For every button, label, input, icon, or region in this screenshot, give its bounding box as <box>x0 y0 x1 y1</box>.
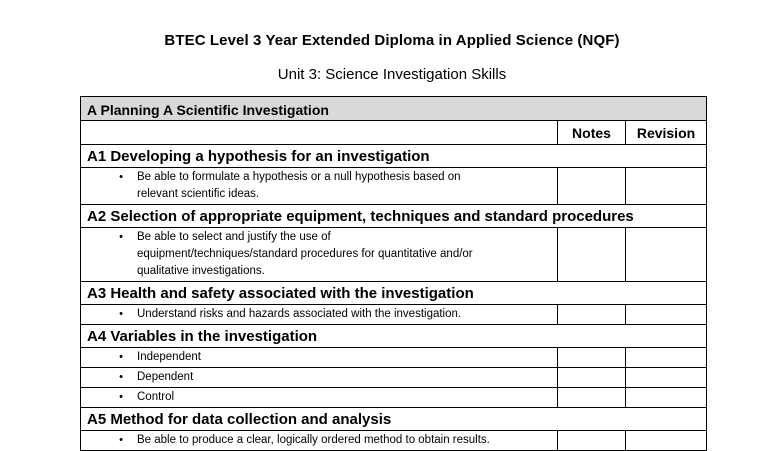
notes-cell[interactable] <box>558 305 626 325</box>
revision-cell[interactable] <box>626 305 707 325</box>
checklist-item-row <box>81 388 707 408</box>
revision-cell[interactable] <box>626 228 707 282</box>
subsection-title: A4 Variables in the investigation <box>81 325 707 348</box>
checklist-item <box>81 305 558 325</box>
checklist-item-line: Understand risks and hazards associated with the investigation. <box>137 308 462 320</box>
revision-cell[interactable] <box>626 168 707 205</box>
checklist-item-line: equipment/techniques/standard procedures for quantitative and/or <box>137 248 473 260</box>
document-subtitle: Unit 3: Science Investigation Skills <box>277 66 507 83</box>
checklist-item-line: Be able to formulate a hypothesis or a null hypothesis based on <box>137 171 461 183</box>
checklist-item-text <box>137 229 551 280</box>
revision-cell[interactable] <box>626 348 707 368</box>
notes-cell[interactable] <box>558 168 626 205</box>
subsection-title: A1 Developing a hypothesis for an investigation <box>81 145 707 168</box>
bullet-icon: • <box>119 171 123 183</box>
checklist-item-line: Independent <box>137 351 201 363</box>
checklist-item <box>81 368 558 388</box>
checklist-item-text <box>137 306 551 323</box>
subsection-title: A3 Health and safety associated with the investigation <box>81 282 707 305</box>
column-header-blank <box>81 121 558 145</box>
checklist-item-line: Control <box>137 391 175 403</box>
checklist-item-line: relevant scientific ideas. <box>137 188 260 200</box>
subsection-header-row <box>81 145 707 168</box>
notes-cell[interactable] <box>558 368 626 388</box>
checklist-item-line: Dependent <box>137 371 194 383</box>
revision-cell[interactable] <box>626 368 707 388</box>
notes-cell[interactable] <box>558 348 626 368</box>
subsection-header-row <box>81 282 707 305</box>
checklist-item <box>81 388 558 408</box>
section-header-row <box>81 97 707 121</box>
checklist-item-text <box>137 389 551 406</box>
bullet-icon: • <box>119 308 123 320</box>
subsection-header-row <box>81 408 707 431</box>
checklist-item-line: qualitative investigations. <box>137 265 265 277</box>
subsection-title: A5 Method for data collection and analysis <box>81 408 707 431</box>
subsection-header-row <box>81 325 707 348</box>
bullet-icon: • <box>119 371 123 383</box>
checklist-item <box>81 348 558 368</box>
section-title: A Planning A Scientific Investigation <box>81 97 707 121</box>
bullet-icon: • <box>119 391 123 403</box>
notes-cell[interactable] <box>558 388 626 408</box>
subsection-title: A2 Selection of appropriate equipment, techniques and standard procedures <box>81 205 707 228</box>
checklist-item-row <box>81 368 707 388</box>
checklist-item-row <box>81 305 707 325</box>
checklist-item <box>81 168 558 205</box>
checklist-item-text <box>137 349 551 366</box>
document-title: BTEC Level 3 Year Extended Diploma in Applied Science (NQF) <box>164 32 620 49</box>
checklist-item-row <box>81 228 707 282</box>
notes-cell[interactable] <box>558 228 626 282</box>
column-header-row <box>81 121 707 145</box>
checklist-item-line: Be able to produce a clear, logically ordered method to obtain results. <box>137 434 490 446</box>
checklist-item <box>81 228 558 282</box>
revision-cell[interactable] <box>626 388 707 408</box>
bullet-icon: • <box>119 434 123 446</box>
column-header-notes: Notes <box>558 121 626 145</box>
checklist-item-line: Be able to select and justify the use of <box>137 231 331 243</box>
checklist-item-text <box>137 369 551 386</box>
bullet-icon: • <box>119 231 123 243</box>
column-header-revision: Revision <box>626 121 707 145</box>
checklist-item-row <box>81 168 707 205</box>
subsection-header-row <box>81 205 707 228</box>
checklist-table <box>80 96 707 451</box>
checklist-item-row <box>81 348 707 368</box>
bullet-icon: • <box>119 351 123 363</box>
checklist-item-text <box>137 169 551 203</box>
